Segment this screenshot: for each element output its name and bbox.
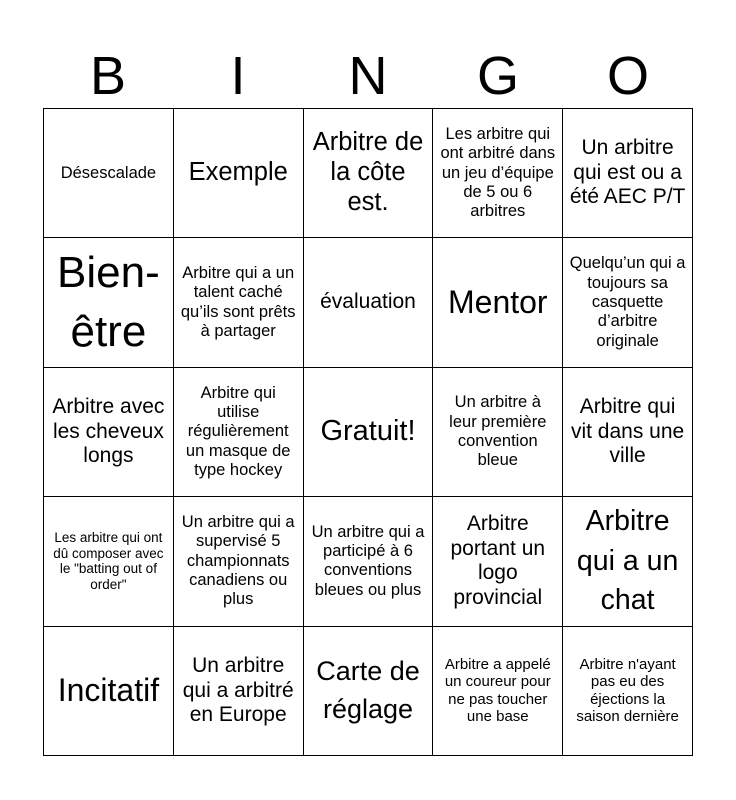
bingo-cell[interactable]: Les arbitre qui ont arbitré dans un jeu d’équipe de 5 ou 6 arbitres (433, 109, 563, 238)
bingo-cell[interactable]: Quelqu’un qui a toujours sa casquette d’arbitre originale (563, 238, 693, 367)
bingo-cell[interactable]: Exemple (174, 109, 304, 238)
bingo-cell[interactable]: Arbitre qui a un chat (563, 497, 693, 626)
bingo-cell[interactable]: Arbitre qui utilise régulièrement un masque de type hockey (174, 368, 304, 497)
bingo-cell[interactable]: Arbitre avec les cheveux longs (44, 368, 174, 497)
header-letter-o: O (606, 46, 649, 106)
header-letter-g: G (476, 46, 519, 106)
bingo-cell[interactable]: Arbitre qui vit dans une ville (563, 368, 693, 497)
bingo-cell[interactable]: Arbitre a appelé un coureur pour ne pas toucher une base (433, 627, 563, 756)
bingo-cell[interactable]: Arbitre de la côte est. (304, 109, 434, 238)
bingo-cell[interactable]: Désescalade (44, 109, 174, 238)
bingo-cell[interactable]: Un arbitre à leur première convention bleue (433, 368, 563, 497)
bingo-cell[interactable]: Carte de réglage (304, 627, 434, 756)
bingo-cell[interactable]: Arbitre portant un logo provincial (433, 497, 563, 626)
bingo-cell[interactable]: Un arbitre qui a arbitré en Europe (174, 627, 304, 756)
bingo-cell[interactable]: évaluation (304, 238, 434, 367)
bingo-cell[interactable]: Arbitre qui a un talent caché qu’ils sont prêts à partager (174, 238, 304, 367)
bingo-cell[interactable]: Gratuit! (304, 368, 434, 497)
bingo-cell[interactable]: Un arbitre qui est ou a été AEC P/T (563, 109, 693, 238)
bingo-cell[interactable]: Incitatif (44, 627, 174, 756)
bingo-cell[interactable]: Mentor (433, 238, 563, 367)
bingo-header (43, 44, 693, 108)
bingo-cell[interactable]: Un arbitre qui a participé à 6 conventions bleues ou plus (304, 497, 434, 626)
bingo-cell[interactable]: Bien-être (44, 238, 174, 367)
bingo-grid (43, 108, 693, 756)
bingo-cell[interactable]: Les arbitre qui ont dû composer avec le "batting out of order" (44, 497, 174, 626)
header-letter-b: B (89, 46, 127, 106)
bingo-cell[interactable]: Un arbitre qui a supervisé 5 championnats canadiens ou plus (174, 497, 304, 626)
header-letter-i: I (230, 46, 246, 106)
header-letter-n: N (348, 46, 388, 106)
bingo-cell[interactable]: Arbitre n'ayant pas eu des éjections la saison dernière (563, 627, 693, 756)
